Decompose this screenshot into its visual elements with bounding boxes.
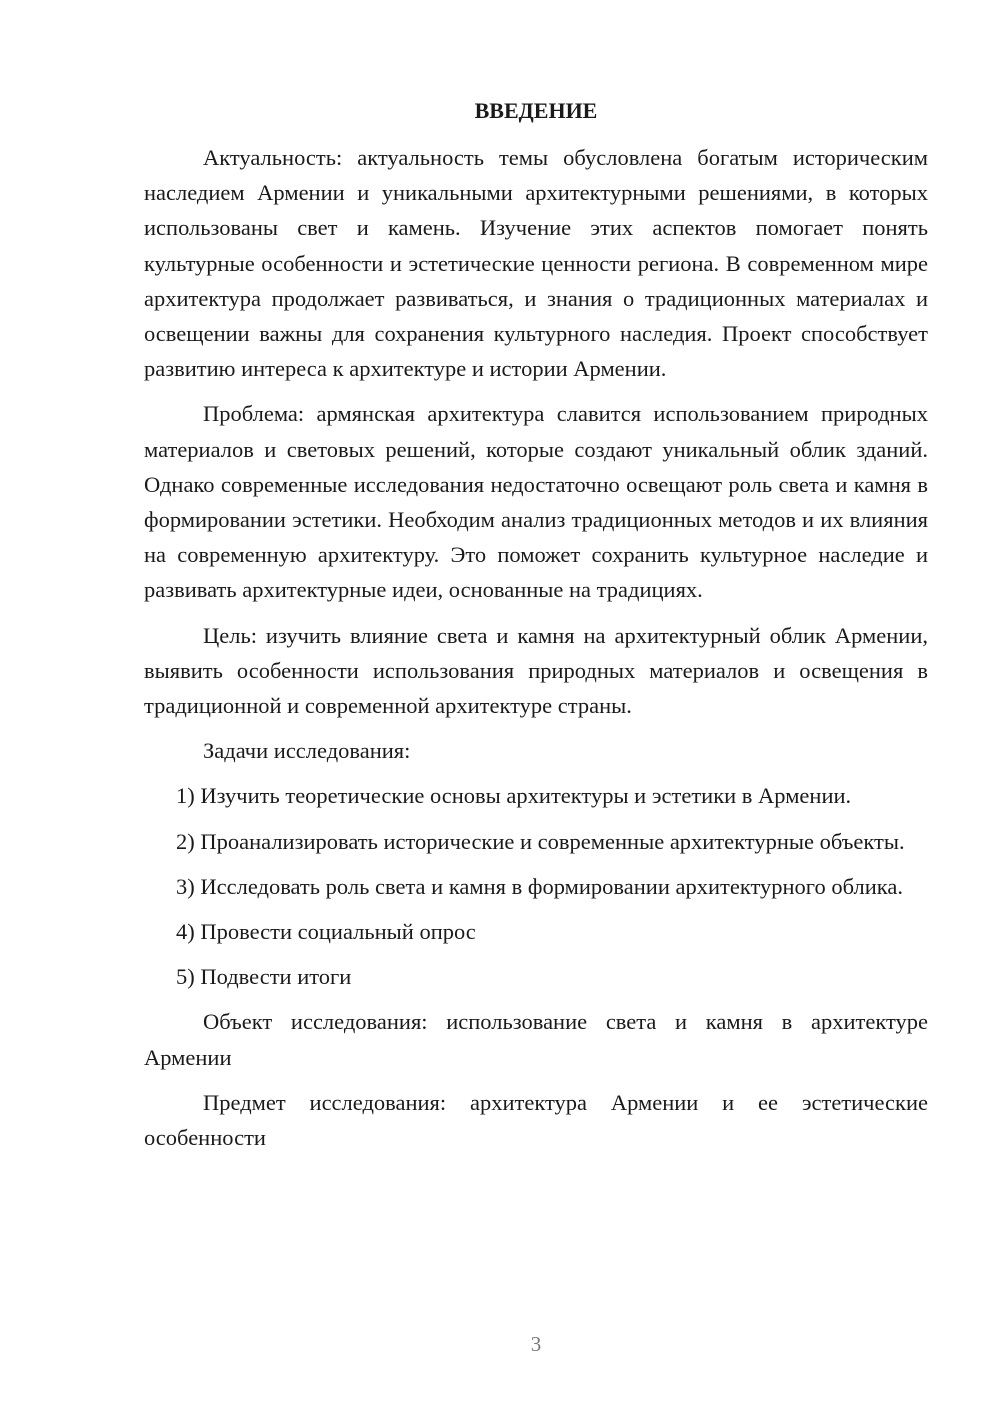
paragraph-subject: Предмет исследования: архитектура Армении и ее эстетические особенности xyxy=(144,1089,928,1151)
paragraph-relevance: Актуальность: актуальность темы обусловлена богатым историческим наследием Армении и уникальными архитектурными решениями, в которых использованы свет и камень. Изучение этих аспектов помогает понять культурные особенности и эстетические ценности региона. В современном мире архитектура продолжает развиваться, и знания о традиционных материалах и освещении важны для сохранения культурного наследия. Проект способствует развитию интереса к архитектуре и истории Армении. xyxy=(144,145,928,382)
section-title: ВВЕДЕНИЕ xyxy=(474,98,598,123)
task-item-4: 4) Провести социальный опрос xyxy=(176,919,476,945)
task-item-1: 1) Изучить теоретические основы архитектуры и эстетики в Армении. xyxy=(176,783,852,809)
tasks-heading: Задачи исследования: xyxy=(203,738,411,764)
task-item-2: 2) Проанализировать исторические и современные архитектурные объекты. xyxy=(176,828,905,854)
task-item-5: 5) Подвести итоги xyxy=(176,964,352,990)
document-body xyxy=(144,95,928,1165)
paragraph-object: Объект исследования: использование света и камня в архитектуре Армении xyxy=(144,1009,928,1070)
paragraph-goal: Цель: изучить влияние света и камня на архитектурный облик Армении, выявить особенности использования природных материалов и освещения в традиционной и современной архитектуре страны. xyxy=(144,622,928,719)
page-number: 3 xyxy=(530,1332,542,1356)
paragraph-problem: Проблема: армянская архитектура славится использованием природных материалов и световых решений, которые создают уникальный облик зданий. Однако современные исследования недостаточно освещают роль света и камня в формировании эстетики. Необходим анализ традиционных методов и их влияния на современную архитектуру. Это поможет сохранить культурное наследие и развивать архитектурные идеи, основанные на традициях. xyxy=(144,401,928,603)
task-item-3: 3) Исследовать роль света и камня в формировании архитектурного облика. xyxy=(176,873,903,899)
